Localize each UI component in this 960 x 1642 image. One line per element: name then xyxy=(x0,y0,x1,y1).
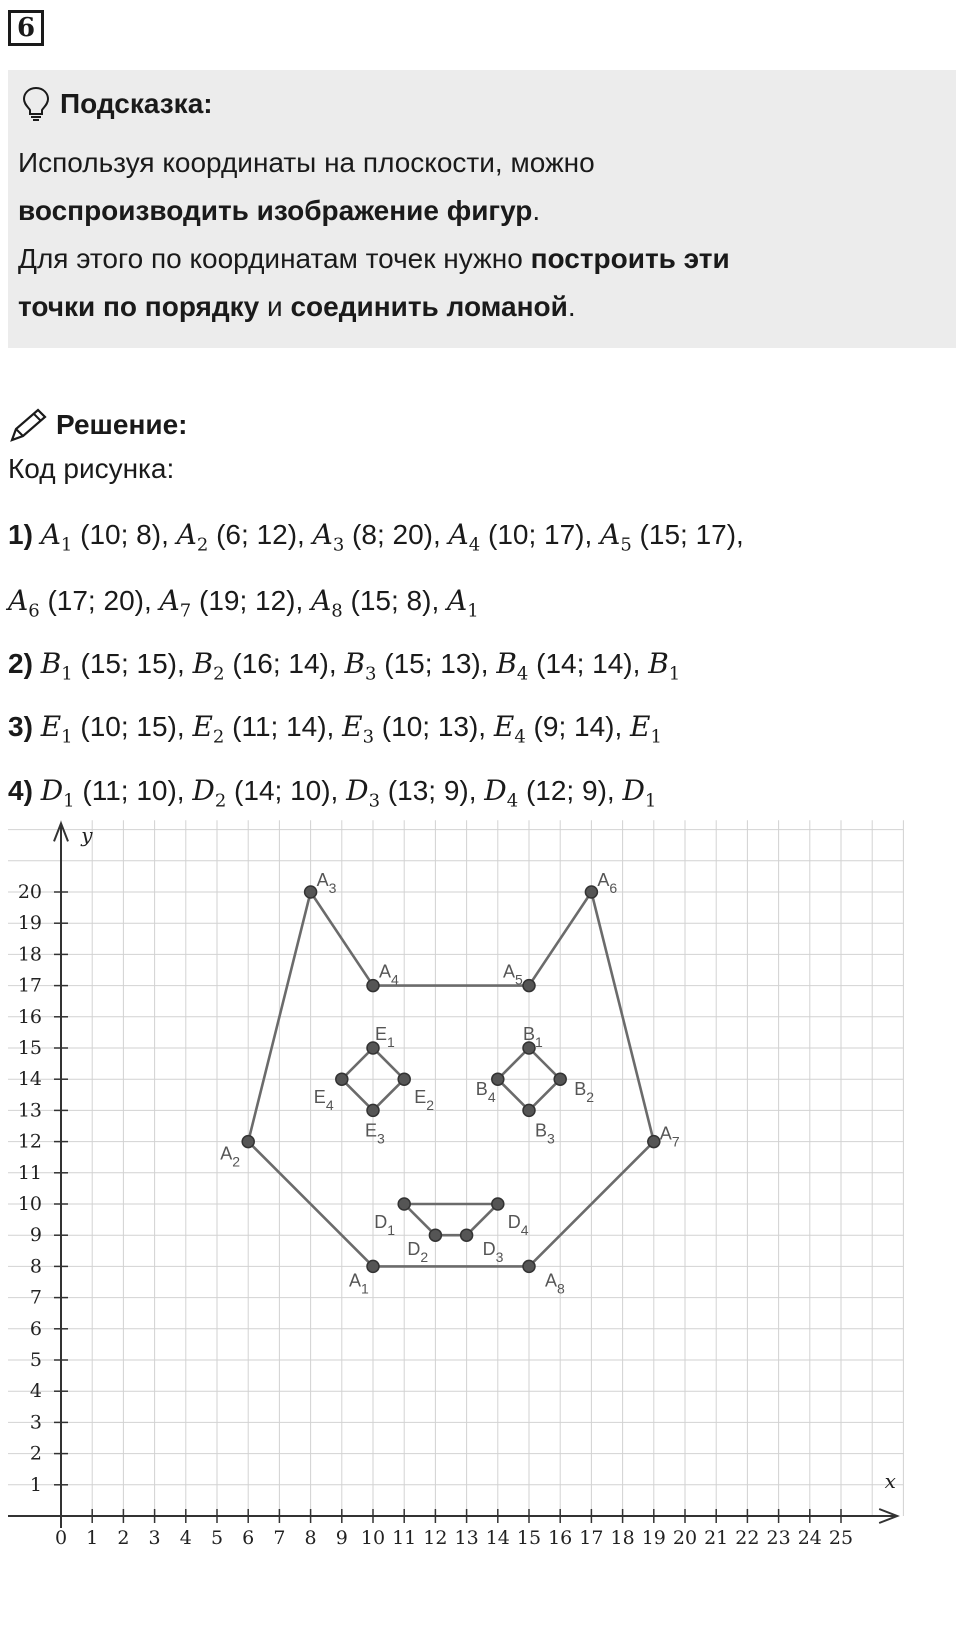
point-name: $B_1$ xyxy=(648,647,681,685)
y-tick-label: 14 xyxy=(17,1068,42,1091)
y-tick-label: 1 xyxy=(29,1473,42,1496)
hint-title: Подсказка: xyxy=(60,88,213,119)
text: (15; 17), xyxy=(631,519,744,550)
point-name: $D_3$ xyxy=(346,774,381,812)
text: (15; 15), xyxy=(72,648,193,679)
point-label: $D_1$ xyxy=(374,1212,395,1238)
x-tick-label: 19 xyxy=(641,1527,666,1549)
point-label-sub: 3 xyxy=(547,1130,555,1147)
x-tick-label: 4 xyxy=(179,1527,192,1549)
point-marker xyxy=(398,1198,410,1210)
text: (16; 14), xyxy=(224,648,345,679)
point-name: $E_4$ xyxy=(493,710,526,748)
x-tick-label: 10 xyxy=(360,1527,386,1549)
y-axis-label: y xyxy=(81,823,93,848)
point-marker xyxy=(367,1104,379,1116)
text: Для этого по координатам точек нужно xyxy=(18,243,531,274)
y-tick-label: 9 xyxy=(29,1224,42,1247)
point-name: $A_2$ xyxy=(176,518,209,556)
y-tick-label: 18 xyxy=(17,943,42,966)
point-name: $E_2$ xyxy=(192,710,225,748)
y-tick-label: 7 xyxy=(29,1286,42,1309)
x-tick-label: 11 xyxy=(392,1527,417,1549)
x-tick-label: 8 xyxy=(304,1527,317,1549)
point-label: $E_4$ xyxy=(313,1087,334,1114)
x-tick-label: 13 xyxy=(454,1527,479,1549)
point-label: $D_2$ xyxy=(407,1239,429,1266)
point-label: $B_2$ xyxy=(574,1079,595,1106)
task-number: 6 xyxy=(8,10,44,46)
point-marker xyxy=(336,1073,348,1085)
text: (8; 20), xyxy=(344,519,449,550)
point-label-sub: 3 xyxy=(377,1130,385,1147)
x-tick-label: 23 xyxy=(766,1527,791,1549)
x-tick-label: 21 xyxy=(704,1527,729,1549)
point-name: $B_2$ xyxy=(192,647,225,685)
text: (17; 20), xyxy=(39,585,160,616)
y-tick-label: 2 xyxy=(29,1442,42,1465)
point-name: $E_3$ xyxy=(342,710,375,748)
code-line-1 xyxy=(8,518,744,563)
point-name: $D_1$ xyxy=(622,774,657,812)
point-label-sub: 3 xyxy=(495,1249,504,1266)
point-marker xyxy=(648,1136,660,1148)
text: (15; 13), xyxy=(376,648,497,679)
code-line-5 xyxy=(8,774,656,819)
point-label-sub: 4 xyxy=(520,1222,529,1238)
text: Используя координаты на плоскости, можно xyxy=(18,147,595,178)
point-label-sub: 4 xyxy=(391,971,399,988)
text: (9; 14), xyxy=(525,711,631,742)
x-tick-label: 5 xyxy=(210,1527,224,1549)
bold-text: построить эти xyxy=(530,243,730,274)
text: (6; 12), xyxy=(208,519,313,550)
text: . xyxy=(532,195,541,226)
point-name: $B_3$ xyxy=(344,647,377,685)
item-number: 4) xyxy=(8,775,41,806)
point-label: $A_4$ xyxy=(379,961,399,988)
point-marker xyxy=(305,886,317,898)
point-label: $D_3$ xyxy=(482,1239,504,1266)
point-marker xyxy=(242,1136,254,1148)
point-name: $A_1$ xyxy=(447,584,479,622)
point-label-sub: 1 xyxy=(535,1034,543,1050)
x-tick-label: 12 xyxy=(423,1527,448,1549)
point-name: $A_3$ xyxy=(312,518,345,556)
x-tick-label: 20 xyxy=(672,1527,698,1549)
text: и xyxy=(259,291,291,322)
text: (10; 15), xyxy=(72,711,193,742)
point-name: $A_5$ xyxy=(600,518,632,556)
bold-text: соединить ломаной xyxy=(290,291,568,322)
point-label-sub: 1 xyxy=(387,1222,395,1238)
point-name: $E_1$ xyxy=(630,710,662,748)
text: (15; 8), xyxy=(342,585,448,616)
point-name: $A_8$ xyxy=(311,584,343,622)
point-marker xyxy=(398,1073,410,1085)
text: (10; 13), xyxy=(374,711,494,742)
item-number: 2) xyxy=(8,648,41,679)
point-label: $E_3$ xyxy=(365,1120,385,1147)
y-tick-label: 16 xyxy=(17,1005,42,1028)
point-label-sub: 1 xyxy=(387,1034,395,1050)
x-tick-label: 9 xyxy=(335,1527,348,1549)
text: (13; 9), xyxy=(380,775,485,806)
figure-polyline xyxy=(404,1204,498,1235)
hint-line-4 xyxy=(18,290,576,324)
text: (10; 17), xyxy=(480,519,601,550)
hint-line-2 xyxy=(18,194,540,228)
y-tick-label: 15 xyxy=(17,1037,42,1059)
point-label-sub: 8 xyxy=(557,1280,565,1297)
point-marker xyxy=(492,1198,504,1210)
hint-box xyxy=(8,70,956,348)
bold-text: воспроизводить изображение фигур xyxy=(18,195,533,226)
y-tick-label: 6 xyxy=(29,1317,42,1340)
point-label: $A_7$ xyxy=(659,1123,680,1150)
y-tick-label: 3 xyxy=(29,1411,42,1434)
code-line-2 xyxy=(8,584,479,629)
x-tick-label: 22 xyxy=(735,1527,760,1549)
x-tick-label: 17 xyxy=(579,1527,604,1549)
x-tick-label: 3 xyxy=(148,1527,161,1549)
x-axis-label: x xyxy=(884,1468,896,1493)
point-marker xyxy=(523,980,535,992)
code-line-4 xyxy=(8,710,662,755)
x-tick-label: 24 xyxy=(797,1527,822,1549)
item-number: 1) xyxy=(8,519,41,550)
point-label: $A_5$ xyxy=(503,961,523,988)
x-tick-label: 25 xyxy=(828,1527,854,1549)
point-label: $D_4$ xyxy=(507,1212,529,1238)
y-tick-label: 4 xyxy=(29,1380,42,1403)
point-name: $A_1$ xyxy=(40,518,73,556)
y-tick-label: 20 xyxy=(17,881,42,903)
x-tick-label: 14 xyxy=(485,1527,510,1549)
point-label: $A_1$ xyxy=(349,1270,369,1297)
point-label: $E_2$ xyxy=(414,1087,435,1114)
x-tick-label: 16 xyxy=(548,1527,573,1549)
point-label: $B_3$ xyxy=(535,1120,555,1147)
y-tick-label: 10 xyxy=(17,1193,42,1215)
point-label: $A_8$ xyxy=(545,1270,565,1297)
point-marker xyxy=(367,1260,379,1272)
x-tick-label: 1 xyxy=(86,1527,99,1549)
y-tick-label: 11 xyxy=(17,1161,42,1184)
point-marker xyxy=(554,1073,566,1085)
point-label: $B_4$ xyxy=(475,1079,496,1106)
point-name: $A_4$ xyxy=(448,518,481,556)
solution-header xyxy=(8,405,187,445)
x-tick-label: 2 xyxy=(117,1527,130,1549)
y-tick-label: 13 xyxy=(17,1099,42,1122)
x-tick-label: 6 xyxy=(242,1527,255,1549)
code-line-3 xyxy=(8,647,680,692)
point-name: $D_1$ xyxy=(40,774,75,812)
solution-title: Решение: xyxy=(56,409,188,440)
point-label-sub: 4 xyxy=(325,1097,334,1114)
y-tick-label: 12 xyxy=(17,1130,42,1153)
point-name: $A_7$ xyxy=(159,584,192,622)
y-tick-label: 17 xyxy=(17,974,42,997)
y-tick-label: 19 xyxy=(17,912,42,935)
point-label: $A_6$ xyxy=(597,870,618,896)
point-marker xyxy=(523,1260,535,1272)
point-marker xyxy=(585,886,597,898)
item-number: 3) xyxy=(8,711,41,742)
point-label: $A_3$ xyxy=(316,870,337,896)
text: (10; 8), xyxy=(72,519,177,550)
hint-header xyxy=(22,86,213,122)
point-label-sub: 5 xyxy=(515,971,523,988)
solution-intro: Код рисунка: xyxy=(8,453,175,484)
point-label: $E_1$ xyxy=(375,1024,395,1050)
point-label-sub: 7 xyxy=(671,1133,680,1150)
x-tick-label: 18 xyxy=(610,1527,635,1549)
point-label-sub: 2 xyxy=(586,1089,595,1106)
point-label: $B_1$ xyxy=(523,1024,543,1050)
hint-line-1 xyxy=(18,146,595,180)
x-tick-label: 0 xyxy=(54,1527,68,1549)
point-marker xyxy=(367,980,379,992)
point-label-sub: 1 xyxy=(361,1280,369,1297)
point-name: $B_1$ xyxy=(40,647,73,685)
point-label-sub: 2 xyxy=(420,1249,429,1266)
text: (14; 10), xyxy=(226,775,347,806)
y-tick-label: 5 xyxy=(29,1349,42,1371)
hint-line-3 xyxy=(18,242,730,276)
lightbulb-icon xyxy=(22,86,50,122)
point-label-sub: 4 xyxy=(487,1089,496,1106)
y-tick-label: 8 xyxy=(29,1255,42,1278)
text: (19; 12), xyxy=(191,585,312,616)
point-label-sub: 2 xyxy=(426,1097,435,1114)
text: (11; 14), xyxy=(224,711,343,742)
pencil-icon xyxy=(8,407,48,443)
point-label: $A_2$ xyxy=(220,1143,241,1170)
point-name: $D_4$ xyxy=(484,774,519,812)
text: (12; 9), xyxy=(518,775,623,806)
point-label-sub: 3 xyxy=(328,880,337,896)
point-name: $B_4$ xyxy=(496,647,529,685)
point-name: $E_1$ xyxy=(40,710,73,748)
text: (11; 10), xyxy=(74,775,193,806)
text: . xyxy=(567,291,576,322)
point-label-sub: 2 xyxy=(232,1153,241,1170)
point-name: $A_6$ xyxy=(8,584,40,622)
point-marker xyxy=(429,1229,441,1241)
coordinate-plane-chart xyxy=(0,823,960,1640)
point-name: $D_2$ xyxy=(192,774,227,812)
point-label-sub: 6 xyxy=(609,880,618,896)
bold-text: точки по порядку xyxy=(18,291,260,322)
point-marker xyxy=(492,1073,504,1085)
text: (14; 14), xyxy=(528,648,649,679)
x-tick-label: 7 xyxy=(273,1527,286,1549)
point-marker xyxy=(523,1104,535,1116)
x-tick-label: 15 xyxy=(516,1527,542,1549)
point-marker xyxy=(461,1229,473,1241)
